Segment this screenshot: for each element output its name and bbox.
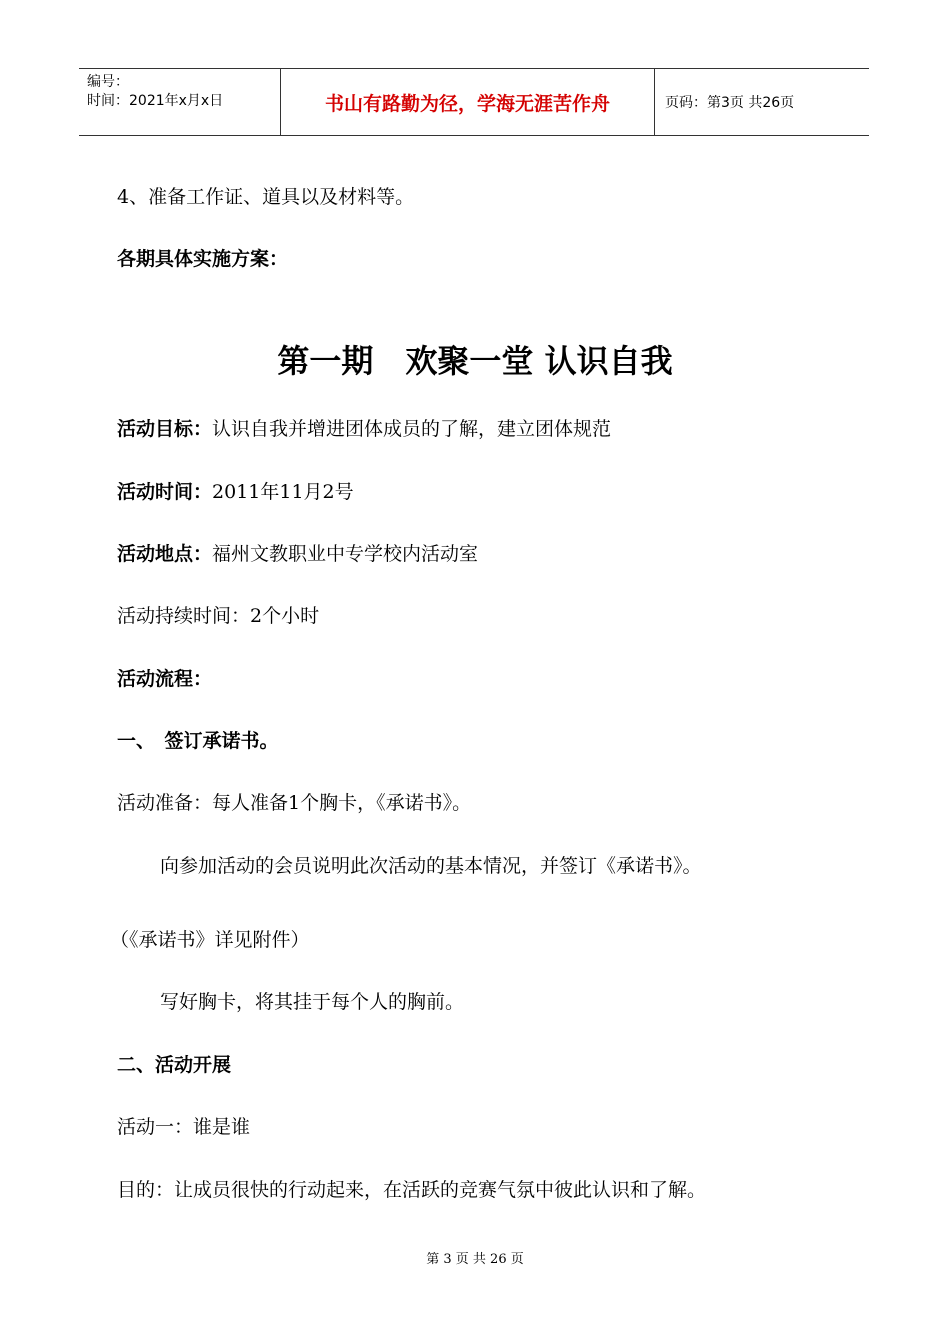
appendix-line: （《承诺书》详见附件） <box>110 929 310 951</box>
badge-line: 写好胸卡，将其挂于每个人的胸前。 <box>160 991 465 1013</box>
place-label: 活动地点： <box>117 543 213 565</box>
flow-label: 活动流程： <box>117 668 213 690</box>
place-line <box>117 539 478 566</box>
time-line <box>117 477 354 504</box>
purpose-line: 目的：让成员很快的行动起来，在活跃的竞赛气氛中彼此认识和了解。 <box>117 1179 707 1201</box>
prep-line: 活动准备：每人准备1个胸卡，《承诺书》。 <box>117 792 472 814</box>
header-time-label: 时间：2021年x月x日 <box>87 93 224 109</box>
header-page-info: 页码：第3页 共26页 <box>665 95 795 111</box>
duration-line: 活动持续时间：2个小时 <box>117 605 320 627</box>
step-1-heading: 一、 签订承诺书。 <box>117 730 279 752</box>
goal-text: 认识自我并增进团体成员的了解，建立团体规范 <box>212 418 612 440</box>
page-header <box>79 68 869 136</box>
explain-line: 向参加活动的会员说明此次活动的基本情况，并签订《承诺书》。 <box>160 855 702 877</box>
step-2-heading: 二、活动开展 <box>117 1054 232 1076</box>
goal-line <box>117 414 611 441</box>
header-number-label: 编号： <box>87 74 129 90</box>
time-label: 活动时间： <box>117 481 213 503</box>
prep-item-4: 4、准备工作证、道具以及材料等。 <box>117 186 415 208</box>
time-text: 2011年11月2号 <box>212 481 354 503</box>
goal-label: 活动目标： <box>117 418 213 440</box>
session-title: 第一期 欢聚一堂 认识自我 <box>277 342 673 380</box>
section-heading: 各期具体实施方案： <box>117 248 289 270</box>
place-text: 福州文教职业中专学校内活动室 <box>212 543 479 565</box>
header-meta <box>79 69 281 135</box>
page-footer: 第 3 页 共 26 页 <box>426 1252 524 1267</box>
activity-1-title: 活动一：谁是谁 <box>117 1116 251 1138</box>
header-motto: 书山有路勤为径，学海无涯苦作舟 <box>281 69 655 135</box>
